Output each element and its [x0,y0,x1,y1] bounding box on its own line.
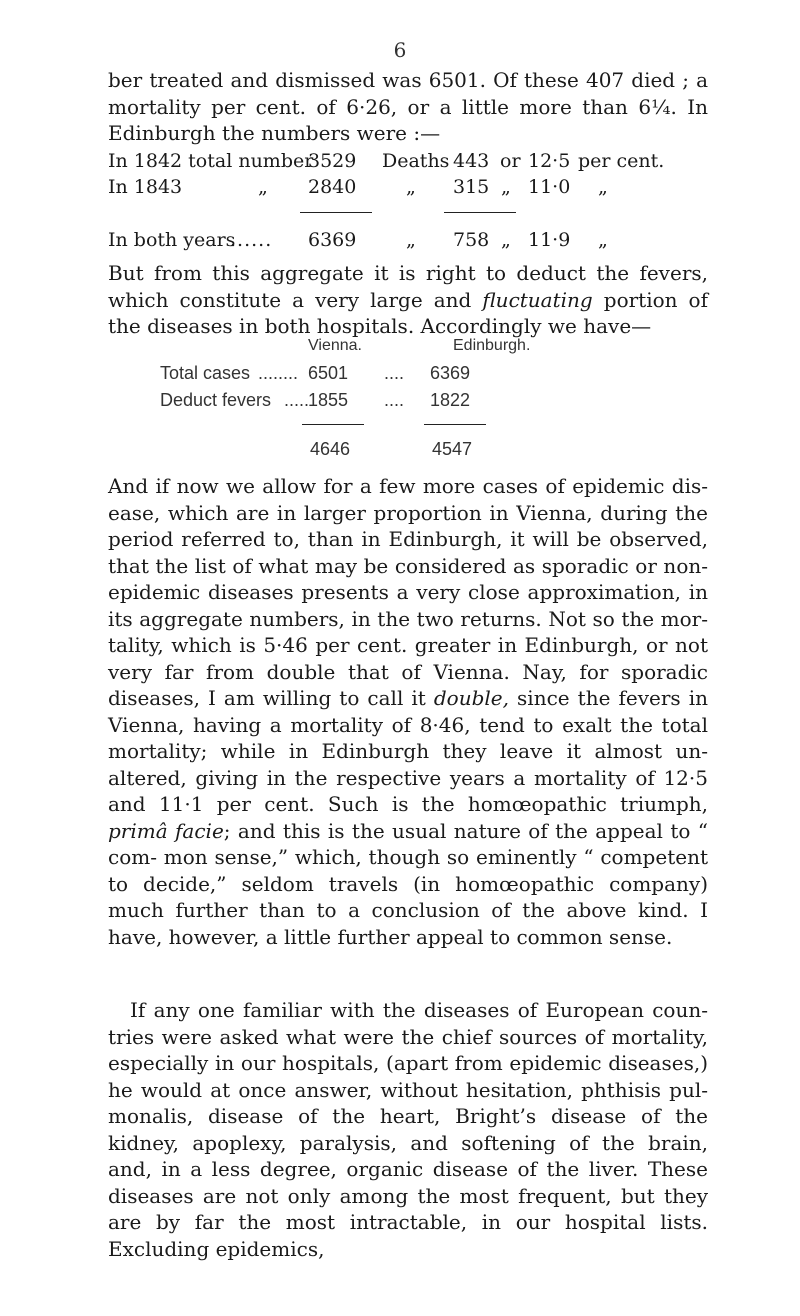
comparison-vienna-total: 4646 [310,439,351,459]
stats-rule-deaths [444,212,516,213]
epidemic-text-1: And if now we allow for a few more cases of epidemic dis- ease, which are in larger proportion in Vienna, during the period referred to, than in Edinburgh, it will be observed, that the list of what may be considered as sporadic or non- epidemic diseases presents a very close approximation, in its aggregate numbers, in the two returns. Not so the mor- tality, which is 5·46 per cent. greater in Edinburgh, or not very far from double that of Vienna. Nay, for sporadic diseases, I am willing to call it [108,474,708,710]
epidemic-text-2: since the fevers in Vienna, having a mortality of 8·46, tend to exalt the total mortality; while in Edinburgh they leave it almost un- altered, giving in the respective years a mortality of 12·5 and 11·1 per cent. Such is the homœopathic triumph, [108,686,708,816]
final-paragraph-text: If any one familiar with the diseases of European coun- tries were asked what were the chief sources of mortality, especially in our hospitals, (apart from epidemic diseases,) he would at once answer, without hesitation, phthisis pul- monalis, disease of the heart, Bright’s disease of the kidney, apoplexy, paralysis, and softening of the brain, and, in a less degree, organic disease of the liver. These diseases are not only among the most frequent, but they are by far the most intractable, in our hospital lists. Excluding epidemics, [108,998,708,1261]
comparison-label: Total cases [160,363,251,383]
stats-ditto: „ [258,176,268,198]
stats-total: 2840 [308,176,357,198]
epidemic-paragraph [108,473,708,950]
fevers-paragraph [108,260,708,340]
comparison-sep: .... [384,390,405,410]
comparison-edinburgh-total: 4547 [432,439,473,459]
comparison-edinburgh-value: 6369 [430,363,471,383]
stats-label: In both years [108,229,236,251]
comparison-rule-vienna [302,424,364,425]
stats-ditto: „ [598,176,608,198]
stats-suffix: per cent. [578,150,665,172]
comparison-edinburgh-value: 1822 [430,390,471,410]
stats-label: In 1842 total number [108,150,314,172]
comparison-label: Deduct fevers [160,390,272,410]
stats-total: 6369 [308,229,357,251]
intro-text-1: ber treated and dismissed was 6501. Of these 407 died ; a mortality per cent. of 6 [108,68,708,119]
fevers-text-1: But from this aggregate it is right to deduct the fevers, which constitute a very large and [108,261,708,312]
comparison-dots: ..... [284,390,310,410]
intro-decimal-dot: · [358,94,366,119]
intro-paragraph [108,67,708,147]
edinburgh-stats-table [108,150,708,260]
comparison-vienna-value: 6501 [308,363,349,383]
stats-deaths: 758 [453,229,490,251]
comparison-sep: .... [384,363,405,383]
stats-ditto: „ [598,229,608,251]
comparison-dots: ........ [258,363,299,383]
intro-text-2: 26, or a little more than 6¼. In Edinburgh the numbers were :— [108,94,709,145]
stats-leader-dots: ...... [230,229,273,251]
column-header-vienna: Vienna. [308,337,362,354]
stats-or: or [500,150,521,172]
stats-ditto: „ [501,229,511,251]
stats-ditto: „ [501,176,511,198]
stats-rule-total [300,212,372,213]
final-paragraph [108,997,708,1262]
stats-rate: 11·0 [528,176,571,198]
stats-ditto: „ [406,176,416,198]
comparison-table [108,337,708,467]
stats-total: 3529 [308,150,357,172]
page-number: 6 [393,38,407,62]
column-header-edinburgh: Edinburgh. [453,337,531,354]
comparison-vienna-value: 1855 [308,390,349,410]
stats-deaths: 315 [453,176,490,198]
stats-rate: 12·5 [528,150,571,172]
epidemic-text-3: ; and this is the usual nature of the appeal to “ com- mon sense,” which, though so eminently “ competent to decide,” seldom travels (in homœopathic company) much further than to a conclusion of the above kind. I have, however, a little further appeal to common sense. [108,818,709,949]
comparison-rule-edinburgh [424,424,486,425]
fevers-italic: fluctuating [482,287,593,312]
stats-deaths-label: Deaths [382,150,450,172]
fevers-text-2: portion of the diseases in both hospitals. Accordingly we have— [108,287,709,338]
epidemic-italic-double: double, [433,686,509,710]
stats-rate: 11·9 [528,229,571,251]
stats-ditto: „ [406,229,416,251]
stats-deaths: 443 [453,150,490,172]
epidemic-italic-prima-facie: primâ facie [108,818,224,843]
stats-label: In 1843 [108,176,183,198]
